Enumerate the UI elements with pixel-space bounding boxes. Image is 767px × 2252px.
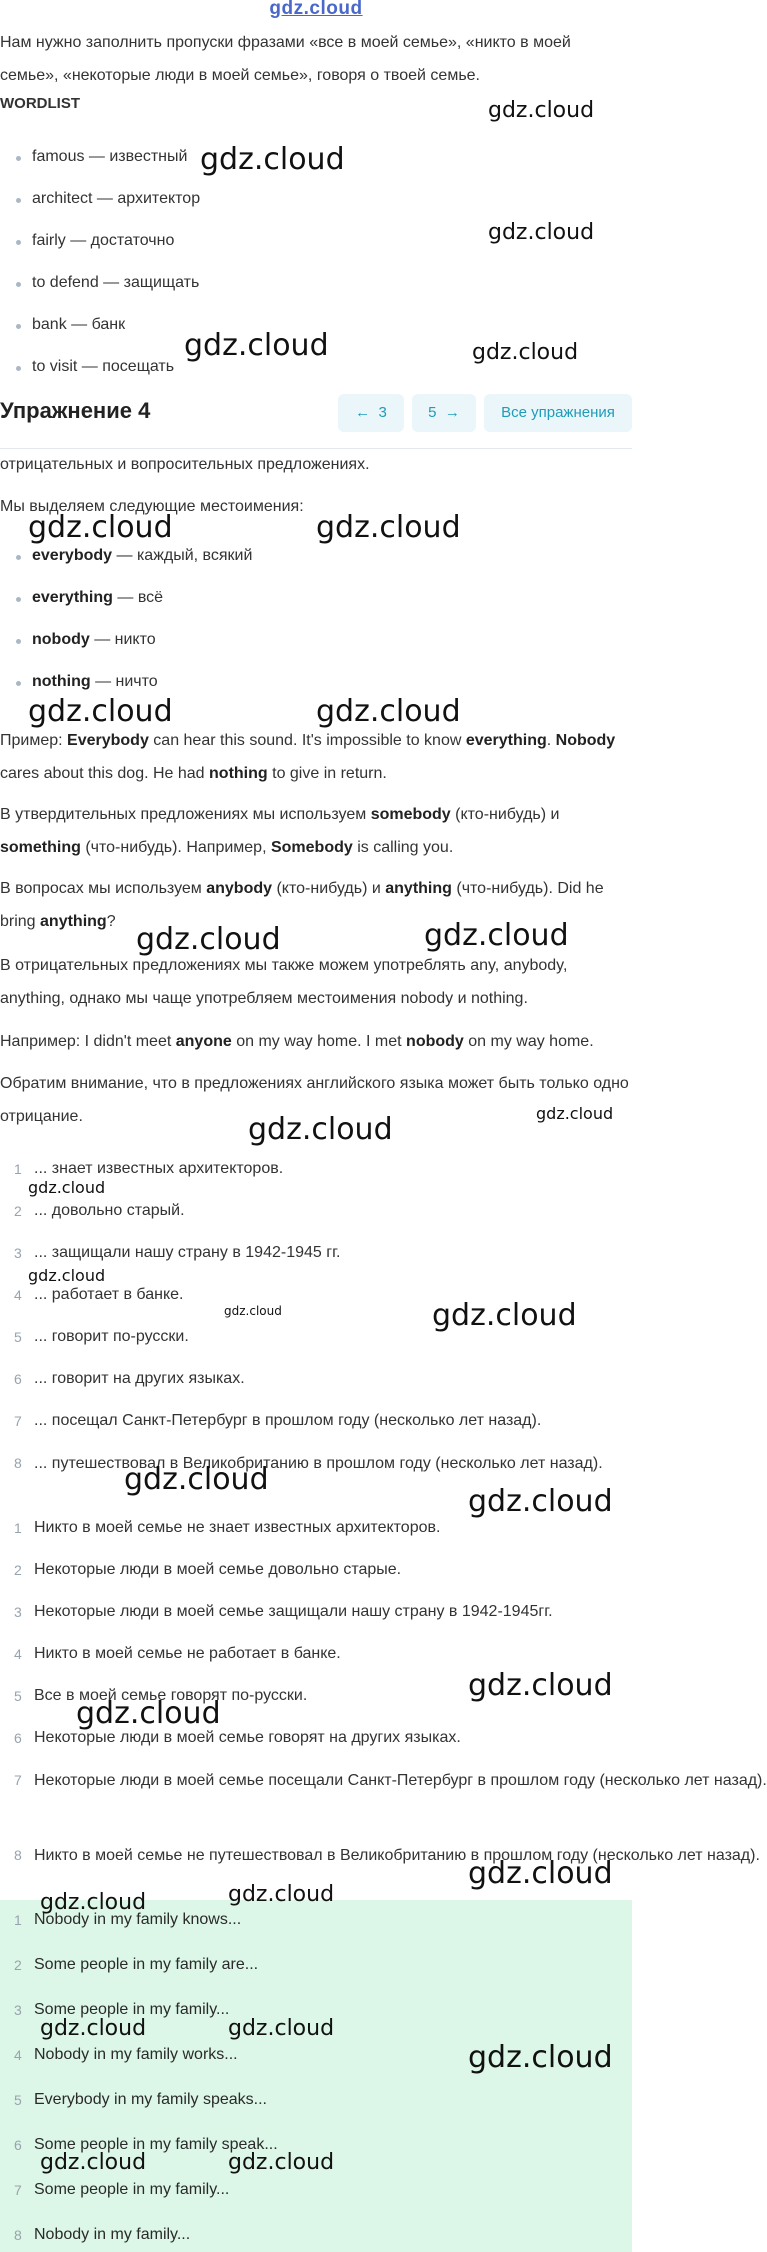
watermark: gdz.cloud: [488, 220, 595, 245]
watermark: gdz.cloud: [76, 1696, 221, 1731]
pronoun-item: nobody — никто: [32, 628, 156, 652]
top-watermark: gdz.cloud: [269, 0, 363, 19]
watermark: gdz.cloud: [432, 1298, 577, 1333]
pronouns-intro: Мы выделяем следующие местоимения:: [0, 498, 304, 515]
watermark: gdz.cloud: [228, 2016, 335, 2041]
watermark: gdz.cloud: [468, 2040, 613, 2075]
watermark: gdz.cloud: [424, 918, 569, 953]
watermark: gdz.cloud: [28, 1178, 106, 1197]
watermark: gdz.cloud: [184, 328, 329, 363]
watermark: gdz.cloud: [488, 98, 595, 123]
affirmative-paragraph: В утвердительных предложениях мы используем somebody (кто-нибудь) и something (что-нибудь). Например, Somebody is calling you.: [0, 806, 560, 856]
pronoun-item: everything — всё: [32, 586, 163, 610]
watermark: gdz.cloud: [228, 1882, 335, 1907]
watermark: gdz.cloud: [40, 1890, 147, 1915]
example-paragraph: Пример: Everybody can hear this sound. It's impossible to know everything. Nobody cares about this dog. He had nothing to give in return.: [0, 732, 616, 782]
all-exercises-button[interactable]: Все упражнения: [484, 394, 632, 432]
arrow-left-icon: ←: [355, 404, 371, 421]
watermark: gdz.cloud: [536, 1104, 614, 1123]
wordlist-item: to defend — защищать: [32, 271, 199, 295]
wordlist-title: WORDLIST: [0, 95, 80, 112]
watermark: gdz.cloud: [316, 694, 461, 729]
answer-block: 1 Nobody in my family knows... 2 Some people in my family are... 3 Some people in my family... 4 Nobody in my family works... 5 Everybody in my family speaks... 6 Some people in my family speak... 7 Some people in my family... 8 Nobody in my family...: [0, 1900, 632, 2252]
next-exercise-button[interactable]: 5 →: [412, 394, 476, 432]
negative-example: Например: I didn't meet anyone on my way home. I met nobody on my way home.: [0, 1033, 594, 1050]
watermark: gdz.cloud: [468, 1668, 613, 1703]
exercise-title: Упражнение 4: [0, 398, 151, 423]
wordlist-item: to visit — посещать: [32, 355, 174, 379]
question-paragraph: В вопросах мы используем anybody (кто-нибудь) и anything (что-нибудь). Did he bring anything?: [0, 880, 604, 930]
watermark: gdz.cloud: [124, 1462, 269, 1497]
wordlist-item: architect — архитектор: [32, 187, 200, 211]
wordlist-item: fairly — достаточно: [32, 229, 174, 253]
watermark: gdz.cloud: [224, 1304, 282, 1318]
wordlist-item: bank — банк: [32, 313, 125, 337]
wordlist-item: famous — известный: [32, 145, 187, 169]
watermark: gdz.cloud: [28, 1266, 106, 1285]
watermark: gdz.cloud: [200, 142, 345, 177]
negative-paragraph: В отрицательных предложениях мы также можем употреблять any, anybody, anything, однако мы чаще употребляем местоимения nobody и nothing.: [0, 957, 568, 1007]
watermark: gdz.cloud: [472, 340, 579, 365]
watermark: gdz.cloud: [40, 2016, 147, 2041]
watermark: gdz.cloud: [28, 694, 173, 729]
pronoun-item: everybody — каждый, всякий: [32, 544, 252, 568]
watermark: gdz.cloud: [316, 510, 461, 545]
intro-text: Нам нужно заполнить пропуски фразами «все в моей семье», «никто в моей семье», «некоторые люди в моей семье», говоря о твоей семье.: [0, 34, 571, 84]
theory-cut-line: отрицательных и вопросительных предложениях.: [0, 456, 370, 473]
arrow-right-icon: →: [444, 404, 460, 421]
watermark: gdz.cloud: [468, 1856, 613, 1891]
watermark: gdz.cloud: [28, 510, 173, 545]
single-negation-note: Обратим внимание, что в предложениях английского языка может быть только одно отрицание.: [0, 1075, 629, 1125]
watermark: gdz.cloud: [468, 1484, 613, 1519]
prev-exercise-button[interactable]: ← 3: [338, 394, 404, 432]
watermark: gdz.cloud: [248, 1112, 393, 1147]
watermark: gdz.cloud: [136, 922, 281, 957]
watermark: gdz.cloud: [228, 2150, 335, 2175]
watermark: gdz.cloud: [40, 2150, 147, 2175]
pronoun-item: nothing — ничто: [32, 670, 158, 694]
